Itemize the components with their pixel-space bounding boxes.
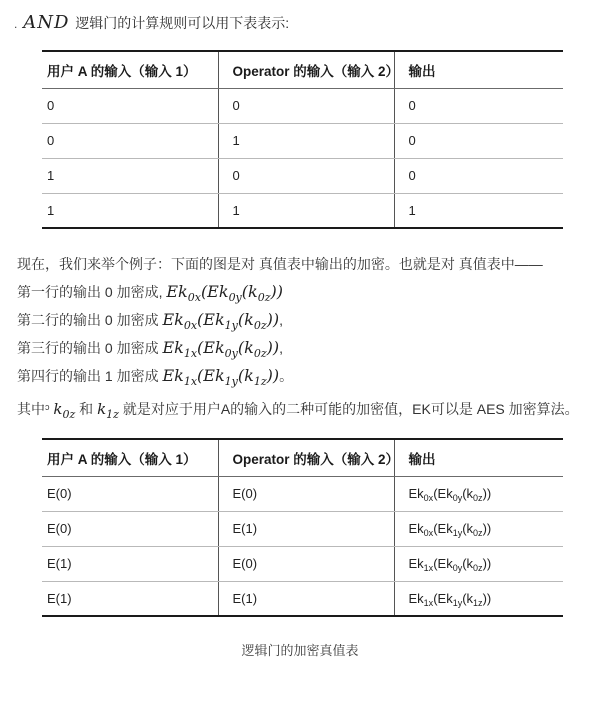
line-punct: , — [279, 340, 283, 356]
encrypted-truth-table — [42, 438, 563, 617]
column-header-operator-input: Operator 的输入（输入 2） — [218, 439, 394, 476]
table-row — [42, 193, 563, 228]
cell-input1: 1 — [47, 202, 55, 218]
line-text: 第二行的输出 0 加密成 — [17, 312, 163, 328]
cell-input2: 1 — [218, 193, 394, 228]
line-punct: , — [279, 312, 283, 328]
encryption-line-1 — [17, 278, 600, 306]
math-expression-k1z: $k_{1z}$ — [97, 400, 119, 421]
cell-output — [394, 511, 563, 546]
math-expression: $Ek_{1x}(Ek_{0y}(k_{0z}))$ — [408, 556, 492, 573]
encryption-line-4 — [17, 362, 600, 390]
cell-input1: 0 — [42, 123, 218, 158]
cell-output: 1 — [394, 193, 563, 228]
column-header-user-input: 用户 A 的输入（输入 1） — [42, 51, 218, 88]
cell-input2: E(0) — [218, 546, 394, 581]
cell-output: 0 — [394, 123, 563, 158]
cell-input1: 1 — [42, 158, 218, 193]
table-row — [42, 511, 563, 546]
math-expression: $Ek_{0x}(Ek_{0y}(k_{0z}))$ — [408, 486, 492, 503]
cell-input1: E(1) — [47, 590, 72, 606]
math-expression: $Ek_{0x}(Ek_{1y}(k_{0z}))$ — [162, 310, 280, 332]
note-text: 就是对应于用户A的输入的二种可能的加密值，EK可以是 AES 加密算法。 — [118, 401, 579, 417]
cell-input2: 0 — [218, 158, 394, 193]
encryption-line-3 — [17, 334, 600, 362]
line-punct: 。 — [279, 368, 294, 384]
table-row — [42, 476, 563, 511]
math-expression-k0z: $k_{0z}$ — [53, 400, 76, 421]
math-expression: $Ek_{0x}(Ek_{1y}(k_{0z}))$ — [408, 521, 492, 538]
table-header-row — [42, 51, 563, 88]
table-row — [42, 581, 563, 616]
line-text: 第四行的输出 1 加密成 — [17, 368, 163, 384]
note-paragraph — [17, 399, 600, 419]
intro-line — [14, 12, 600, 33]
cell-input1: 0 — [42, 88, 218, 123]
cell-input1: E(0) — [42, 511, 218, 546]
cell-input2: E(1) — [218, 511, 394, 546]
column-header-output: 输出 — [394, 439, 563, 476]
cell-input2: E(1) — [218, 581, 394, 616]
cell-input2: E(0) — [218, 476, 394, 511]
column-header-output: 输出 — [394, 51, 563, 88]
paragraph-intro-line: 现在，我们来举个例子：下面的图是对 真值表中输出的加密。也就是对 真值表中—— — [17, 256, 543, 272]
document-page — [0, 12, 600, 704]
cell-input1: E(0) — [42, 476, 218, 511]
table-caption: 逻辑门的加密真值表 — [241, 643, 359, 658]
table-row — [42, 88, 563, 123]
math-expression: $Ek_{1x}(Ek_{0y}(k_{0z}))$ — [162, 338, 280, 360]
column-header-user-input: 用户 A 的输入（输入 1） — [42, 439, 218, 476]
cell-input2: 0 — [218, 88, 394, 123]
example-paragraph — [17, 250, 600, 390]
table-row — [42, 123, 563, 158]
math-expression: $Ek_{1x}(Ek_{1y}(k_{1z}))$ — [408, 590, 492, 608]
math-expression: $Ek_{1x}(Ek_{1y}(k_{1z}))$ — [162, 366, 280, 388]
note-mark: ɔ — [45, 402, 50, 412]
cell-output — [394, 581, 563, 616]
cell-input2: 1 — [218, 123, 394, 158]
column-header-operator-input: Operator 的输入（输入 2） — [218, 51, 394, 88]
table-row — [42, 546, 563, 581]
leading-dot: . — [14, 17, 18, 31]
and-truth-table — [42, 50, 563, 229]
math-expression: $Ek_{0x}(Ek_{0y}(k_{0z}))$ — [166, 282, 283, 304]
line-text: 第一行的输出 0 加密成, — [17, 284, 167, 300]
cell-output: 0 — [394, 158, 563, 193]
table-header-row — [42, 439, 563, 476]
encryption-line-2 — [17, 306, 600, 334]
note-text: 和 — [75, 401, 98, 417]
intro-text: 逻辑门的计算规则可以用下表表示: — [75, 15, 290, 31]
cell-output — [394, 546, 563, 581]
cell-input1: E(1) — [42, 546, 218, 581]
note-text: 其中 — [17, 401, 45, 417]
line-text: 第三行的输出 0 加密成 — [17, 340, 163, 356]
and-math-term: AND — [23, 12, 70, 33]
cell-output: 0 — [394, 88, 563, 123]
table-row — [42, 158, 563, 193]
cell-output — [394, 476, 563, 511]
